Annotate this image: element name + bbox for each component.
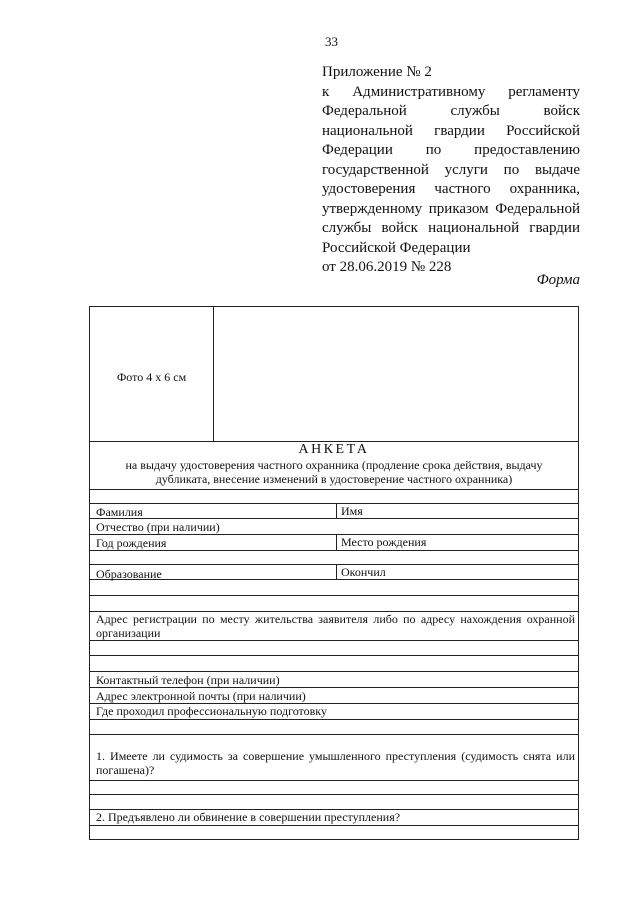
question-accusation: 2. Предъявлено ли обвинение в совершении преступления? [96,810,401,824]
appendix-line: Федеральной службы войск [322,103,580,119]
form-divider [90,503,578,504]
email-label: Адрес электронной почты (при наличии) [96,689,306,703]
column-divider [336,564,337,579]
form-divider [90,518,578,519]
training-label: Где проходил профессиональную подготовку [96,704,327,718]
form-divider [90,734,578,735]
appendix-line: удостоверения частного охранника, [322,181,580,197]
form-divider [90,595,578,596]
form-divider [90,550,578,551]
form-divider [90,579,578,580]
form-divider [90,489,578,490]
question-conviction: 1. Имеете ли судимость за совершение умышленного преступления (судимость снята или погашена)? [96,749,575,777]
appendix-date-number: от 28.06.2019 № 228 [322,259,452,275]
birth-place-label: Место рождения [341,535,427,549]
appendix-title: Приложение № 2 [322,64,432,80]
photo-placeholder: Фото 4 х 6 см [116,370,187,384]
anketa-title: АНКЕТА [298,442,370,457]
column-divider [336,503,337,518]
appendix-line: службы войск национальной гвардии [322,220,580,236]
education-label: Образование [96,567,162,581]
appendix-header [322,63,580,278]
address-label: Адрес регистрации по месту жительства заявителя либо по адресу нахождения охранной организации [96,612,575,640]
graduated-label: Окончил [341,565,386,579]
page-number: 33 [325,34,338,49]
form-divider [90,825,578,826]
appendix-line: национальной гвардии Российской [322,122,580,139]
form-divider [90,794,578,795]
appendix-line: государственной услуги по выдаче [322,161,580,178]
appendix-line: утвержденному приказом Федеральной [322,200,580,217]
surname-label: Фамилия [96,505,143,519]
form-divider [90,534,578,535]
form-divider [90,640,578,641]
form-label: Форма [536,272,580,288]
form-divider [90,671,578,672]
column-divider [336,534,337,550]
phone-label: Контактный телефон (при наличии) [96,673,280,687]
appendix-line: Федерации по предоставлению [322,142,580,158]
form-divider [90,687,578,688]
patronymic-label: Отчество (при наличии) [96,520,220,534]
name-label: Имя [341,504,363,518]
form-divider [90,655,578,656]
appendix-line: Российской Федерации [322,239,471,256]
questionnaire-form [89,306,579,840]
birth-year-label: Год рождения [96,536,167,550]
form-divider [90,780,578,781]
anketa-subtitle: на выдачу удостоверения частного охранника (продление срока действия, выдачу дубликата, внесение изменений в удостоверение частного охранника) [125,458,543,486]
form-divider [90,564,578,565]
photo-box-divider [213,307,214,441]
appendix-line: к Административному регламенту [322,83,580,100]
form-divider [90,719,578,720]
